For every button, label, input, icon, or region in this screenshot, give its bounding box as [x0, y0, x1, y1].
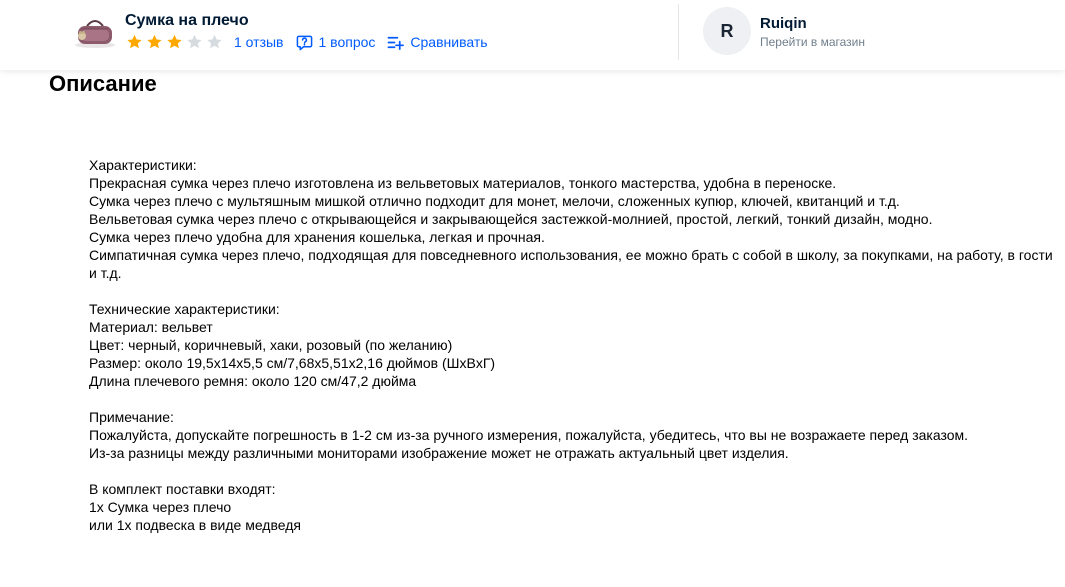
specs-line: Длина плечевого ремня: около 120 см/47,2 дюйма [89, 373, 417, 389]
product-header [0, 0, 1065, 70]
rating-row [125, 33, 488, 51]
compare-button[interactable] [387, 34, 487, 51]
compare-label: Сравнивать [410, 34, 488, 50]
questions-link[interactable] [296, 34, 376, 51]
description-title: Описание [49, 71, 157, 96]
features-line: Сумка через плечо удобна для хранения кошелька, легкая и прочная. [89, 229, 545, 245]
specs-line: Цвет: черный, коричневый, хаки, розовый (по желанию) [89, 337, 453, 353]
features-line: Прекрасная сумка через плечо изготовлена из вельветовых материалов, тонкого мастерства, удобна в переноске. [89, 175, 837, 191]
star-filled-icon [165, 33, 184, 51]
features-line: Сумка через плечо с мультяшным мишкой отлично подходит для монет, мелочи, сложенных купюр, ключей, квитанций и т.д. [89, 193, 900, 209]
star-rating[interactable] [125, 33, 224, 51]
notes-line: Пожалуйста, допускайте погрешность в 1-2 см из-за ручного измерения, пожалуйста, убедитесь, что вы не возражаете перед заказом. [89, 427, 969, 443]
product-title: Сумка на плечо [125, 12, 249, 29]
specs-line: Размер: около 19,5x14x5,5 см/7,68x5,51x2,16 дюймов (ШxВxГ) [89, 355, 496, 371]
package-block [89, 480, 1055, 534]
specs-block [89, 300, 1055, 390]
star-empty-icon [205, 33, 224, 51]
notes-heading: Примечание: [89, 409, 174, 425]
seller-name[interactable]: Ruiqin [760, 15, 807, 32]
product-thumbnail[interactable] [72, 14, 118, 50]
notes-block [89, 408, 1055, 462]
star-empty-icon [185, 33, 204, 51]
go-to-store-link[interactable]: Перейти в магазин [760, 35, 865, 49]
package-heading: В комплект поставки входят: [89, 481, 276, 497]
notes-line: Из-за разницы между различными мониторами изображение может не отражать актуальный цвет изделия. [89, 445, 789, 461]
features-line: Симпатичная сумка через плечо, подходящая для повседневного использования, ее можно брать с собой в школу, за покупками, на работу, в гости и т.д. [89, 247, 1053, 281]
seller-avatar[interactable]: R [703, 7, 751, 55]
specs-line: Материал: вельвет [89, 319, 213, 335]
package-line: 1x Сумка через плечо [89, 499, 232, 515]
description-body [89, 156, 1055, 552]
features-heading: Характеристики: [89, 157, 197, 173]
features-block [89, 156, 1055, 282]
reviews-link[interactable]: 1 отзыв [234, 34, 284, 50]
compare-list-icon [387, 34, 404, 51]
star-filled-icon [145, 33, 164, 51]
features-line: Вельветовая сумка через плечо с открывающейся и закрывающейся застежкой-молнией, простой, легкий, тонкий дизайн, модно. [89, 211, 933, 227]
star-filled-icon [125, 33, 144, 51]
package-line: или 1x подвеска в виде медведя [89, 517, 301, 533]
question-bubble-icon [296, 34, 313, 51]
questions-label: 1 вопрос [318, 34, 376, 50]
specs-heading: Технические характеристики: [89, 301, 280, 317]
header-divider [678, 4, 679, 60]
